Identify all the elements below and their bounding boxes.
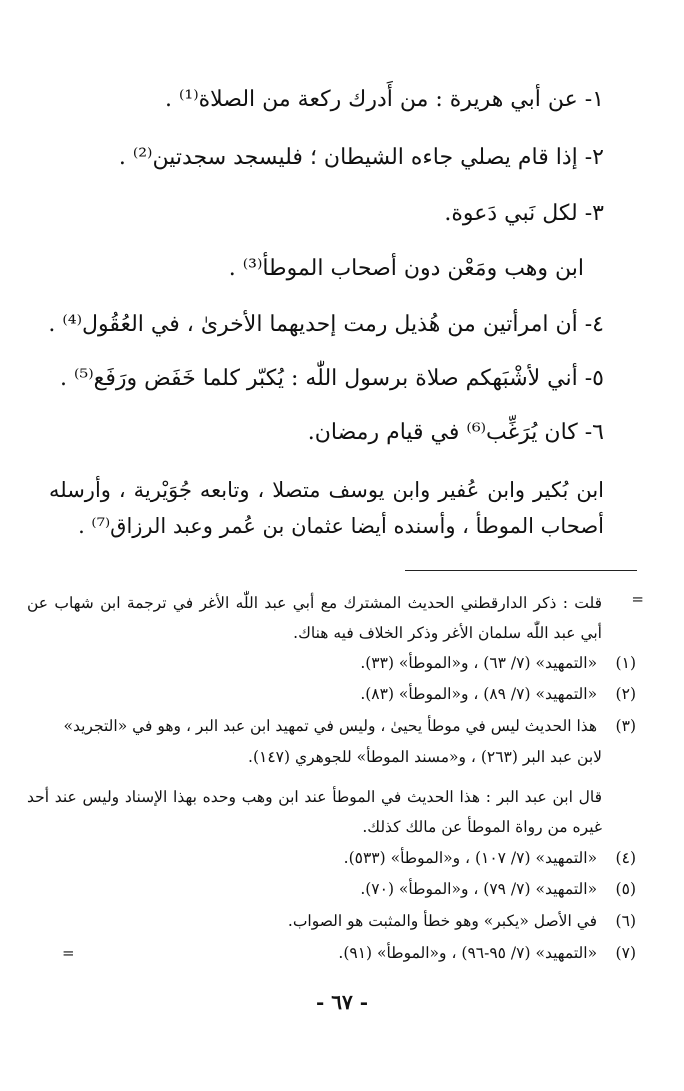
footnote-6 (26, 906, 636, 936)
footnote-number: (٧) (615, 944, 636, 962)
hadith-item-4: ٤- أن امرأتين من هُذيل رمت إحديهما الأخرىٰ ، في العُقُول⁽⁴⁾ . (48, 312, 604, 337)
footnote-number: (٢) (615, 685, 636, 703)
footnote-5 (26, 874, 636, 904)
footnote-text: هذا الحديث ليس في موطأ يحيىٰ ، وليس في تمهيد ابن عبد البر ، وهو في «التجريد» (63, 717, 598, 735)
end-continuation-mark: = (62, 944, 75, 962)
footnote-4 (26, 843, 636, 873)
footnote-text: «التمهيد» (٧/ ٧٩) ، و«الموطأ» (٧٠). (360, 880, 598, 898)
footnote-text: في الأصل «يكبر» وهو خطأ والمثبت هو الصواب. (287, 912, 598, 930)
footnote-number: (٣) (615, 717, 636, 735)
footnote-number: (٦) (615, 912, 636, 930)
footnote-number: (٤) (615, 849, 636, 867)
footnote-1 (26, 648, 636, 678)
hadith-item-3-note: ابن وهب ومَعْن دون أصحاب الموطأ⁽³⁾ . (228, 256, 584, 281)
footnote-7 (26, 938, 636, 968)
footnote-number: (٥) (615, 880, 636, 898)
hadith-item-3: ٣- لكل نَبي دَعوة. (444, 201, 604, 226)
hadith-item-2: ٢- إذا قام يصلي جاءه الشيطان ؛ فليسجد سجدتين⁽²⁾ . (118, 145, 604, 170)
footnote-number: (١) (615, 654, 636, 672)
footnote-text: «التمهيد» (٧/ ٩٥-٩٦) ، و«الموطأ» (٩١). (338, 944, 598, 962)
footnote-3 (26, 711, 636, 741)
hadith-item-6: ٦- كان يُرَغِّب⁽⁶⁾ في قيام رمضان. (307, 420, 604, 445)
closing-paragraph: ابن بُكير وابن عُفير وابن يوسف متصلا ، وتابعه جُوَيْرية ، وأرسله أصحاب الموطأ ، وأسنده أيضا عثمان بن عُمر وعبد الرزاق⁽⁷⁾ . (49, 478, 604, 538)
hadith-item-1: ١- عن أبي هريرة : من أَدرك ركعة من الصلاة⁽¹⁾ . (165, 87, 604, 112)
footnote-3-paragraph: قال ابن عبد البر : هذا الحديث في الموطأ عند ابن وهب وحده بهذا الإسناد وليس عند أحد غيره من رواة الموطأ عن مالك كذلك. (27, 788, 602, 836)
footnote-text: «التمهيد» (٧/ ١٠٧) ، و«الموطأ» (٥٣٣). (343, 849, 598, 867)
footnote-3-line-2: لابن عبد البر (٢٦٣) ، و«مسند الموطأ» للجوهري (١٤٧). (248, 748, 602, 766)
page-number: - ٦٧ - (315, 990, 368, 1014)
footnote-text: «التمهيد» (٧/ ٨٩) ، و«الموطأ» (٨٣). (360, 685, 598, 703)
footnote-2 (26, 679, 636, 709)
footnote-continuation: قلت : ذكر الدارقطني الحديث المشترك مع أبي عبد اللّٰه الأغر في ترجمة ابن شهاب عن أبي عبد اللّٰه سلمان الأغر وذكر الخلاف فيه هناك. (27, 594, 602, 642)
footnote-text: «التمهيد» (٧/ ٦٣) ، و«الموطأ» (٣٣). (360, 654, 598, 672)
continuation-mark: = (631, 590, 644, 608)
hadith-item-5: ٥- أني لأشْبَهكم صلاة برسول اللّٰه : يُكبّر كلما خَفَض ورَفَع⁽⁵⁾ . (59, 366, 604, 391)
footnote-separator (405, 570, 637, 571)
